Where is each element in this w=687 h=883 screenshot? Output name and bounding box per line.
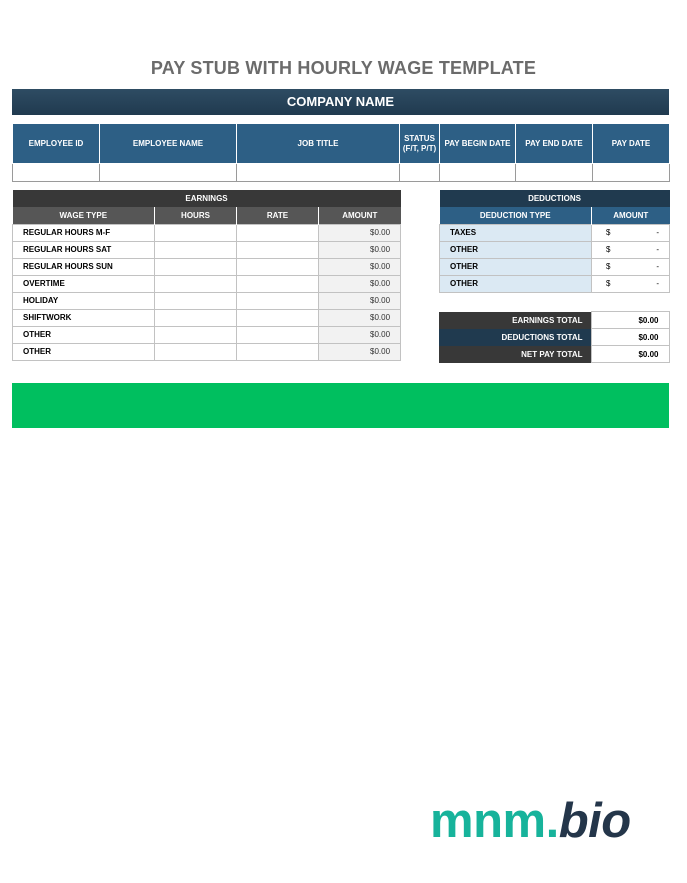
green-banner xyxy=(12,383,669,428)
rate-cell[interactable] xyxy=(237,275,319,292)
deductions-total-value: $0.00 xyxy=(591,329,669,346)
logo-part-mnm: mnm. xyxy=(430,794,559,848)
table-row xyxy=(13,326,401,343)
deduction-amount-cell[interactable] xyxy=(592,258,670,275)
wage-type-cell: OVERTIME xyxy=(13,275,155,292)
brand-logo xyxy=(430,791,631,851)
amount-cell: $0.00 xyxy=(319,275,401,292)
wage-type-cell: REGULAR HOURS M-F xyxy=(13,224,155,241)
header-hours: HOURS xyxy=(155,207,237,224)
amount-cell: $0.00 xyxy=(319,224,401,241)
header-pay-end-date: PAY END DATE xyxy=(516,124,593,164)
hours-cell[interactable] xyxy=(155,224,237,241)
hours-cell[interactable] xyxy=(155,309,237,326)
wage-type-cell: SHIFTWORK xyxy=(13,309,155,326)
rate-cell[interactable] xyxy=(237,258,319,275)
status-cell[interactable] xyxy=(400,164,440,182)
wage-type-cell: OTHER xyxy=(13,343,155,360)
hours-cell[interactable] xyxy=(155,241,237,258)
amount-cell: $0.00 xyxy=(319,309,401,326)
earnings-total-label: EARNINGS TOTAL xyxy=(439,312,591,329)
rate-cell[interactable] xyxy=(237,224,319,241)
header-pay-date: PAY DATE xyxy=(593,124,670,164)
deductions-total-label: DEDUCTIONS TOTAL xyxy=(439,329,591,346)
deduction-amount-value: - xyxy=(656,262,660,271)
wage-type-cell: OTHER xyxy=(13,326,155,343)
header-employee-name: EMPLOYEE NAME xyxy=(100,124,237,164)
table-row xyxy=(440,241,670,258)
header-deduction-amount: AMOUNT xyxy=(592,207,670,224)
deduction-type-cell: TAXES xyxy=(440,224,592,241)
table-row xyxy=(13,343,401,360)
pay-date-cell[interactable] xyxy=(593,164,670,182)
header-status: STATUS (F/T, P/T) xyxy=(400,124,440,164)
rate-cell[interactable] xyxy=(237,309,319,326)
deductions-total-row xyxy=(439,329,669,346)
deduction-amount-cell[interactable] xyxy=(592,241,670,258)
currency-symbol: $ xyxy=(606,228,611,237)
pay-end-date-cell[interactable] xyxy=(516,164,593,182)
amount-cell: $0.00 xyxy=(319,292,401,309)
deduction-amount-value: - xyxy=(656,228,660,237)
table-row xyxy=(13,309,401,326)
deduction-type-cell: OTHER xyxy=(440,241,592,258)
totals-table xyxy=(439,311,670,363)
deductions-title: DEDUCTIONS xyxy=(440,190,670,207)
hours-cell[interactable] xyxy=(155,258,237,275)
rate-cell[interactable] xyxy=(237,292,319,309)
hours-cell[interactable] xyxy=(155,292,237,309)
hours-cell[interactable] xyxy=(155,275,237,292)
table-row xyxy=(440,224,670,241)
table-row xyxy=(13,275,401,292)
amount-cell: $0.00 xyxy=(319,241,401,258)
header-employee-id: EMPLOYEE ID xyxy=(13,124,100,164)
page-title: PAY STUB WITH HOURLY WAGE TEMPLATE xyxy=(150,58,537,78)
earnings-table xyxy=(12,190,401,361)
employee-name-cell[interactable] xyxy=(100,164,237,182)
net-pay-total-label: NET PAY TOTAL xyxy=(439,346,591,363)
currency-symbol: $ xyxy=(606,262,611,271)
hours-cell[interactable] xyxy=(155,343,237,360)
currency-symbol: $ xyxy=(606,279,611,288)
table-row xyxy=(440,258,670,275)
table-row xyxy=(13,258,401,275)
deduction-type-cell: OTHER xyxy=(440,275,592,292)
header-pay-begin-date: PAY BEGIN DATE xyxy=(440,124,516,164)
company-name-banner: COMPANY NAME xyxy=(12,89,669,115)
employee-id-cell[interactable] xyxy=(13,164,100,182)
header-job-title: JOB TITLE xyxy=(237,124,400,164)
amount-cell: $0.00 xyxy=(319,326,401,343)
table-row xyxy=(440,275,670,292)
table-row xyxy=(13,241,401,258)
wage-type-cell: REGULAR HOURS SUN xyxy=(13,258,155,275)
header-deduction-type: DEDUCTION TYPE xyxy=(440,207,592,224)
earnings-title: EARNINGS xyxy=(13,190,401,207)
header-wage-type: WAGE TYPE xyxy=(13,207,155,224)
deduction-amount-cell[interactable] xyxy=(592,224,670,241)
rate-cell[interactable] xyxy=(237,326,319,343)
amount-cell: $0.00 xyxy=(319,258,401,275)
rate-cell[interactable] xyxy=(237,241,319,258)
net-pay-total-value: $0.00 xyxy=(591,346,669,363)
deduction-amount-cell[interactable] xyxy=(592,275,670,292)
header-amount: AMOUNT xyxy=(319,207,401,224)
wage-type-cell: HOLIDAY xyxy=(13,292,155,309)
deduction-type-cell: OTHER xyxy=(440,258,592,275)
amount-cell: $0.00 xyxy=(319,343,401,360)
hours-cell[interactable] xyxy=(155,326,237,343)
employee-info-table xyxy=(12,123,670,182)
deduction-amount-value: - xyxy=(656,279,660,288)
rate-cell[interactable] xyxy=(237,343,319,360)
table-row xyxy=(13,292,401,309)
earnings-total-row xyxy=(439,312,669,329)
wage-type-cell: REGULAR HOURS SAT xyxy=(13,241,155,258)
logo-part-bio: bio xyxy=(558,794,631,848)
deduction-amount-value: - xyxy=(656,245,660,254)
currency-symbol: $ xyxy=(606,245,611,254)
pay-begin-date-cell[interactable] xyxy=(440,164,516,182)
job-title-cell[interactable] xyxy=(237,164,400,182)
earnings-total-value: $0.00 xyxy=(591,312,669,329)
net-pay-total-row xyxy=(439,346,669,363)
deductions-table xyxy=(439,190,670,293)
header-rate: RATE xyxy=(237,207,319,224)
table-row xyxy=(13,224,401,241)
